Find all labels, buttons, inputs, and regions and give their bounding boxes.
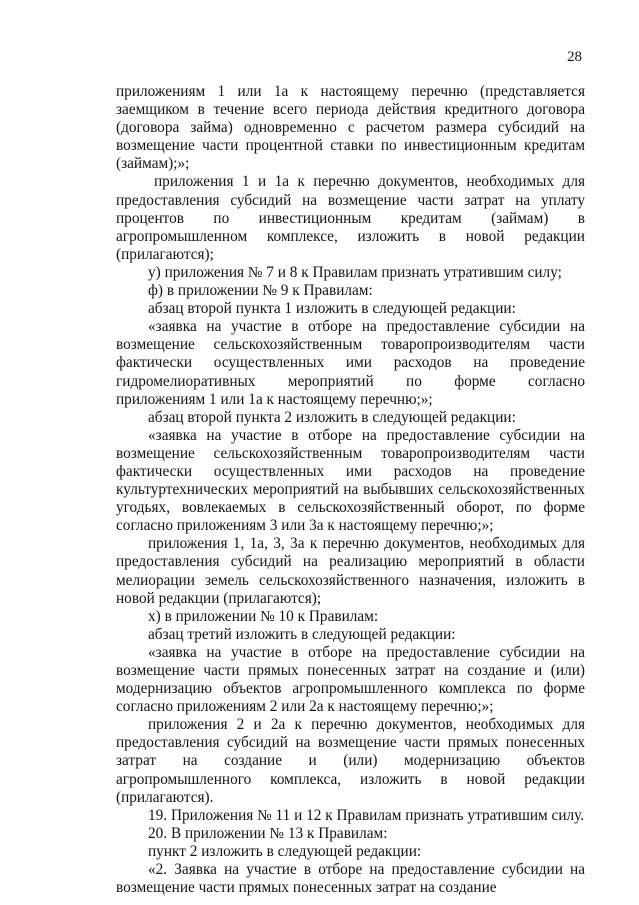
paragraph: 19. Приложения № 11 и 12 к Правилам признать утратившим силу. <box>148 806 585 824</box>
paragraph: пункт 2 изложить в следующей редакции: <box>148 842 422 860</box>
paragraph: абзац второй пункта 1 изложить в следующей редакции: <box>148 300 516 318</box>
paragraph: х) в приложении № 10 к Правилам: <box>148 607 379 625</box>
paragraph: приложениям 1 или 1а к настоящему перечню (представляется заемщиком в течение всего периода действия кредитного договора (договора займа) одновременно с расчетом размера субсидий на возмещение части процентной ставки по инвестиционным кредитам (займам);»; <box>116 83 585 173</box>
document-body <box>116 83 585 897</box>
paragraph: приложения 2 и 2а к перечню документов, необходимых для предоставления субсидий на возмещение части прямых понесенных затрат на создание и (или) модернизацию объектов агропромышленного комплекса, изложить в новой редакции (прилагаются). <box>116 716 585 806</box>
paragraph: приложения 1 и 1а к перечню документов, необходимых для предоставления субсидий на возмещение части затрат на уплату процентов по инвестиционным кредитам (займам) в агропромышленном комплексе, изложить в новой редакции (прилагаются); <box>116 173 585 263</box>
paragraph: «заявка на участие в отборе на предоставление субсидии на возмещение части прямых понесенных затрат на создание и (или) модернизацию объектов агропромышленного комплекса по форме согласно приложениям 2 или 2а к настоящему перечню;»; <box>116 643 585 716</box>
paragraph: ф) в приложении № 9 к Правилам: <box>148 282 373 300</box>
paragraph: абзац второй пункта 2 изложить в следующей редакции: <box>148 408 516 426</box>
page-number: 28 <box>567 49 582 65</box>
paragraph: «заявка на участие в отборе на предоставление субсидии на возмещение сельскохозяйственным товаропроизводителям части фактически осуществленных ими расходов на проведение культуртехнических мероприятий на выбывших сельскохозяйственных угодьях, вовлекаемых в сельскохозяйственный оборот, по форме согласно приложениям 3 или 3а к настоящему перечню;»; <box>116 426 585 535</box>
paragraph: приложения 1, 1а, 3, 3а к перечню документов, необходимых для предоставления субсидий на реализацию мероприятий в области мелиорации земель сельскохозяйственного назначения, изложить в новой редакции (прилагаются); <box>116 535 585 607</box>
paragraph: абзац третий изложить в следующей редакции: <box>148 625 456 643</box>
paragraph: у) приложения № 7 и 8 к Правилам признать утратившим силу; <box>148 263 562 281</box>
paragraph: «2. Заявка на участие в отборе на предоставление субсидии на возмещение части прямых понесенных затрат на создание <box>116 861 585 897</box>
paragraph: приложениям 1 или 1а к настоящему перечню;»; <box>116 390 433 408</box>
paragraph: «заявка на участие в отборе на предоставление субсидии на возмещение сельскохозяйственным товаропроизводителям части фактически осуществленных ими расходов на проведение гидромелиоративных мероприятий по форме согласно <box>116 318 585 390</box>
paragraph: 20. В приложении № 13 к Правилам: <box>148 824 388 842</box>
